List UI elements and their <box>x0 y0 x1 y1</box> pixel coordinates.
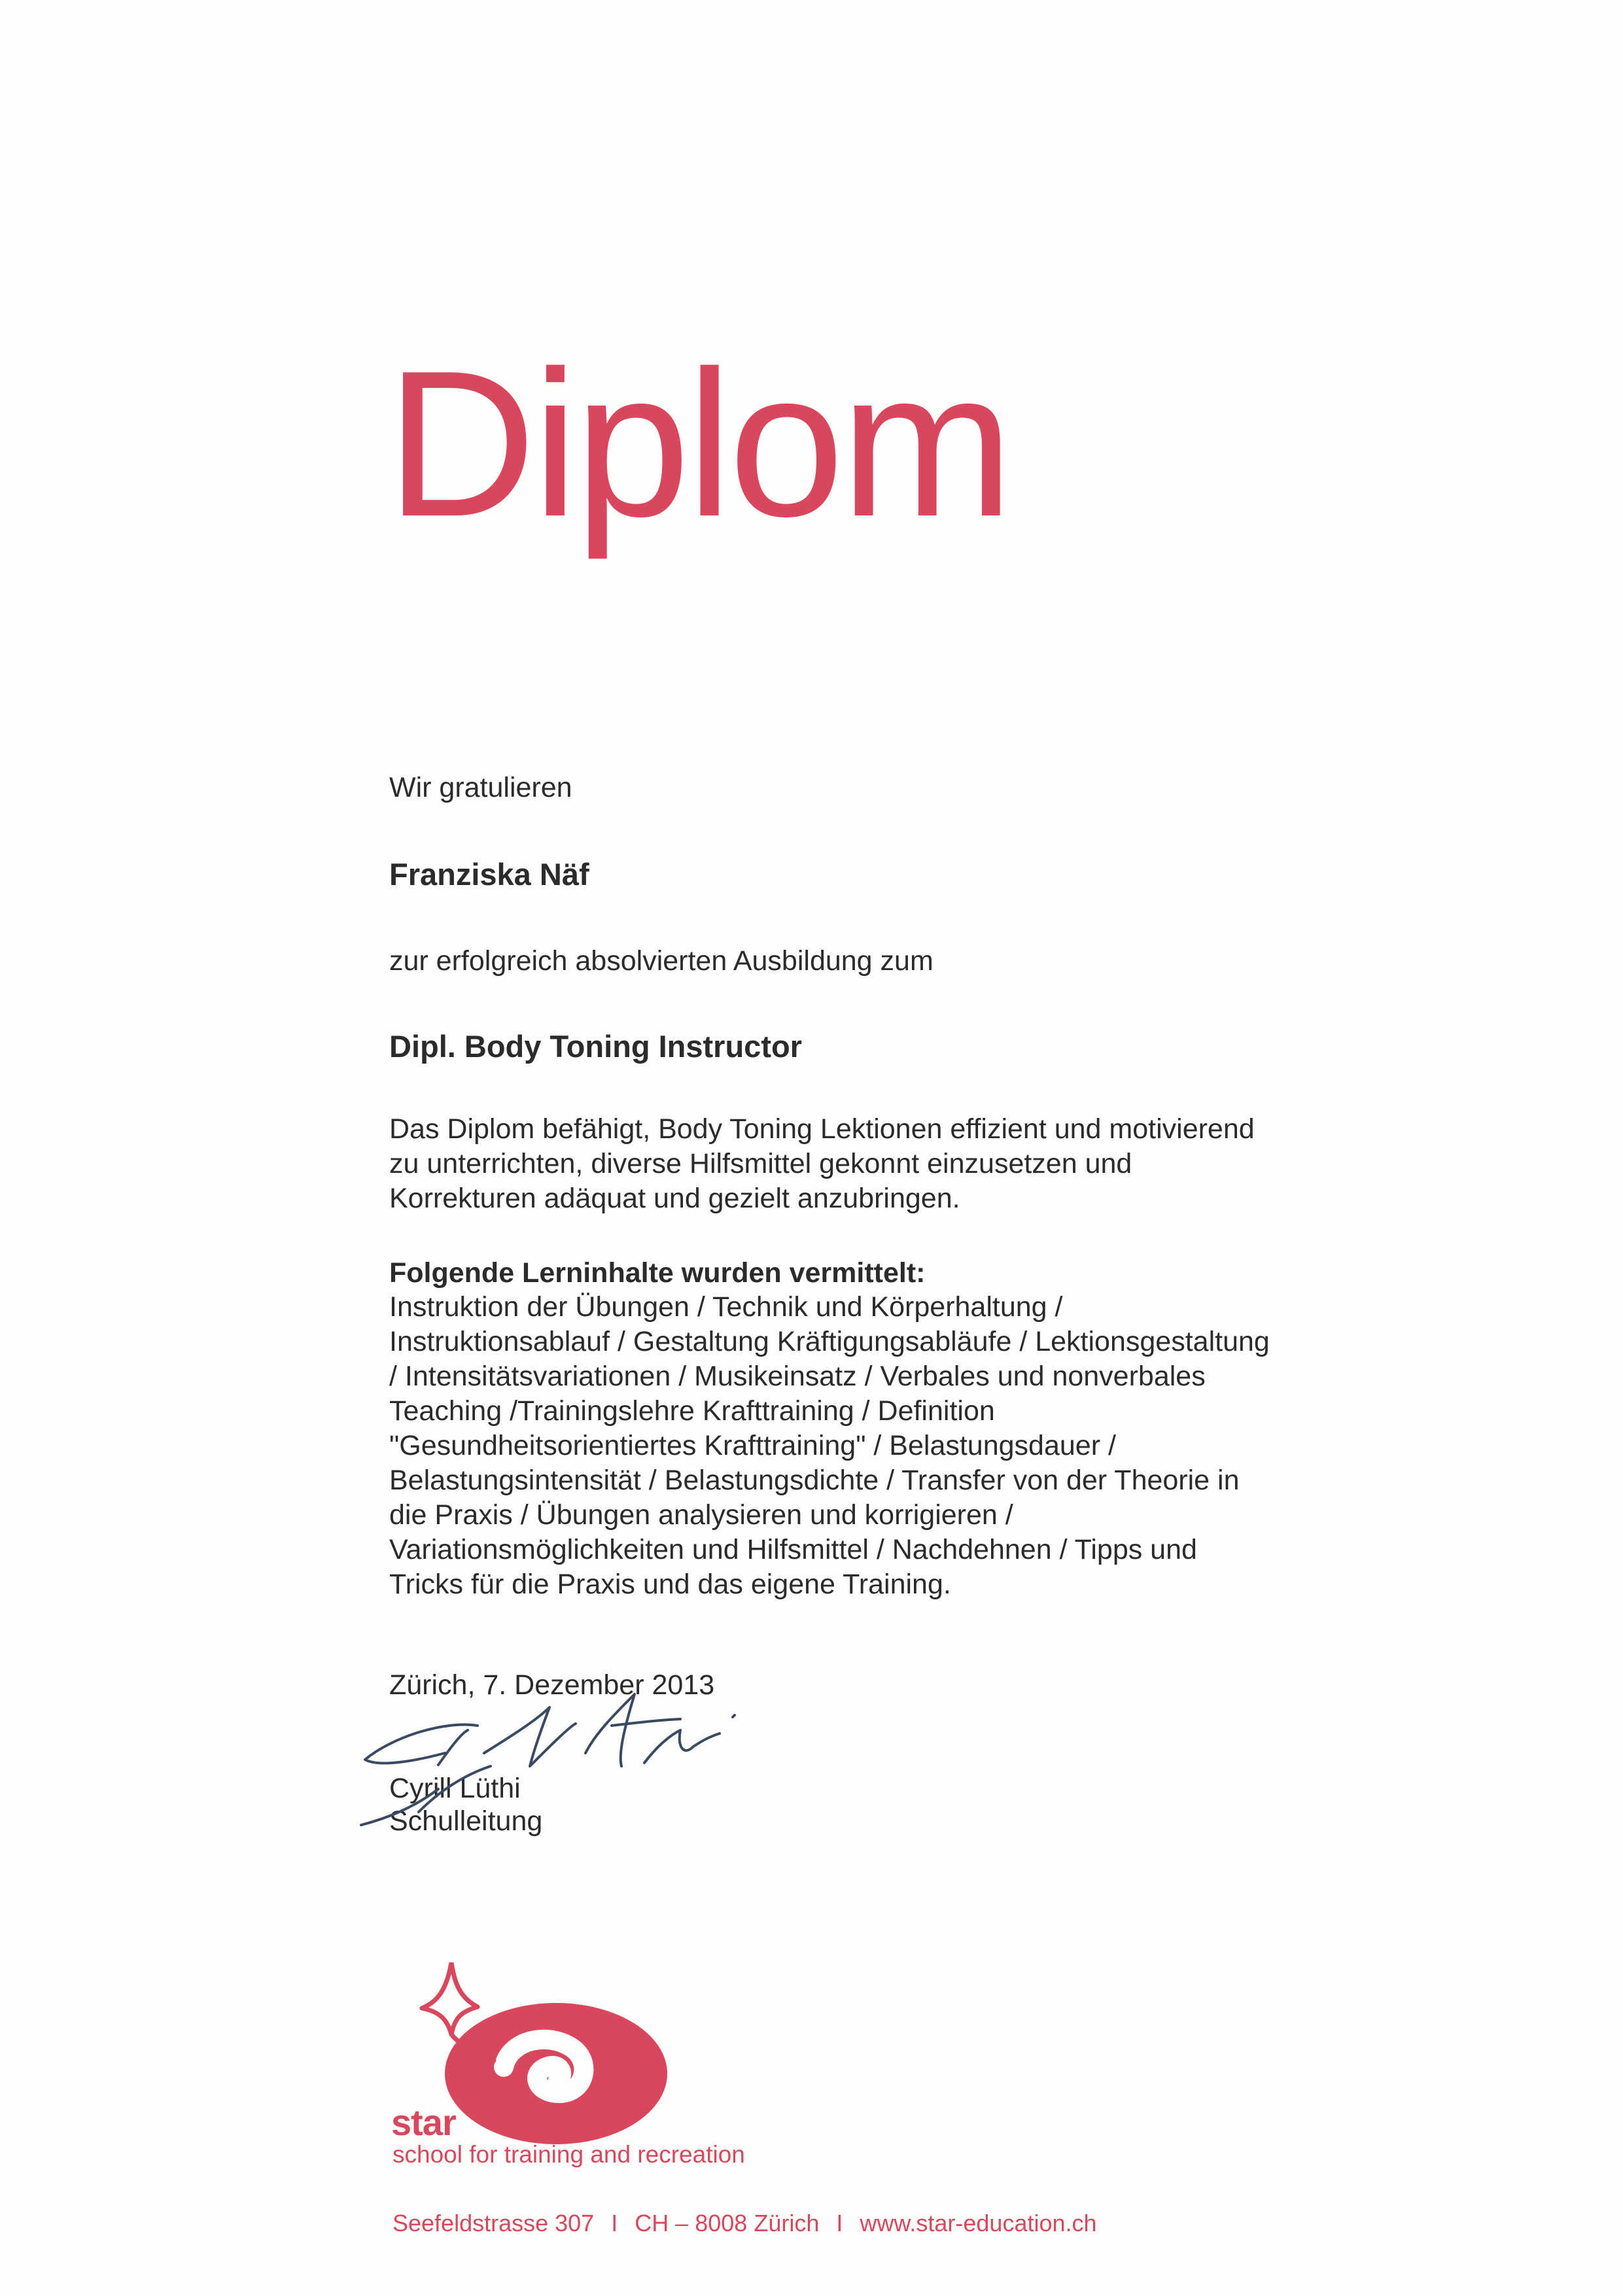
greeting-text: Wir gratulieren <box>389 772 572 803</box>
description-line: Das Diplom befähigt, Body Toning Lektionen effizient und motivierend <box>389 1113 1255 1145</box>
topics-line: Instruktion der Übungen / Technik und Körperhaltung / <box>389 1291 1063 1323</box>
topics-line: die Praxis / Übungen analysieren und korrigieren / <box>389 1499 1013 1531</box>
signer-name-text: Cyrill Lüthi <box>389 1773 521 1804</box>
footer-address <box>393 2210 1097 2237</box>
footer-separator: I <box>611 2210 618 2236</box>
topics-list <box>389 1290 1410 1602</box>
topics-line: Belastungsintensität / Belastungsdichte / Transfer von der Theorie in <box>389 1465 1240 1496</box>
logo-brand: star <box>391 2102 456 2143</box>
handwritten-signature <box>353 1655 798 1851</box>
description-line: zu unterrichten, diverse Hilfsmittel gekonnt einzusetzen und <box>389 1148 1132 1179</box>
topics-line: Tricks für die Praxis und das eigene Training. <box>389 1569 951 1600</box>
logo-tagline: school for training and recreation <box>393 2141 745 2168</box>
diploma-title: Diplom <box>386 328 1010 560</box>
intro-line <box>389 944 1410 979</box>
description-line: Korrekturen adäquat und gezielt anzubringen. <box>389 1183 960 1214</box>
footer-website-link[interactable]: www.star-education.ch <box>860 2210 1097 2236</box>
degree-title <box>389 1029 1410 1064</box>
footer-city: CH – 8008 Zürich <box>635 2210 820 2236</box>
description <box>389 1112 1410 1216</box>
topics-line: Teaching /Trainingslehre Krafttraining / Definition <box>389 1395 995 1427</box>
footer-separator: I <box>836 2210 843 2236</box>
degree-title-text: Dipl. Body Toning Instructor <box>389 1029 802 1064</box>
topics-line: "Gesundheitsorientiertes Krafttraining" / Belastungsdauer / <box>389 1430 1116 1461</box>
recipient-name <box>389 857 1410 892</box>
place-date-text: Zürich, 7. Dezember 2013 <box>389 1669 715 1701</box>
topics-line: Instruktionsablauf / Gestaltung Kräftigungsabläufe / Lektionsgestaltung <box>389 1326 1270 1357</box>
recipient-name-text: Franziska Näf <box>389 857 589 892</box>
greeting <box>389 771 1410 805</box>
signer-role-text: Schulleitung <box>389 1805 543 1837</box>
topics-line: / Intensitätsvariationen / Musikeinsatz / Verbales und nonverbales <box>389 1361 1206 1392</box>
topics-heading <box>389 1256 1410 1291</box>
intro-text: zur erfolgreich absolvierten Ausbildung zum <box>389 945 934 977</box>
topics-line: Variationsmöglichkeiten und Hilfsmittel / Nachdehnen / Tipps und <box>389 1534 1197 1565</box>
footer-street: Seefeldstrasse 307 <box>393 2210 595 2236</box>
topics-heading-text: Folgende Lerninhalte wurden vermittelt: <box>389 1257 926 1289</box>
